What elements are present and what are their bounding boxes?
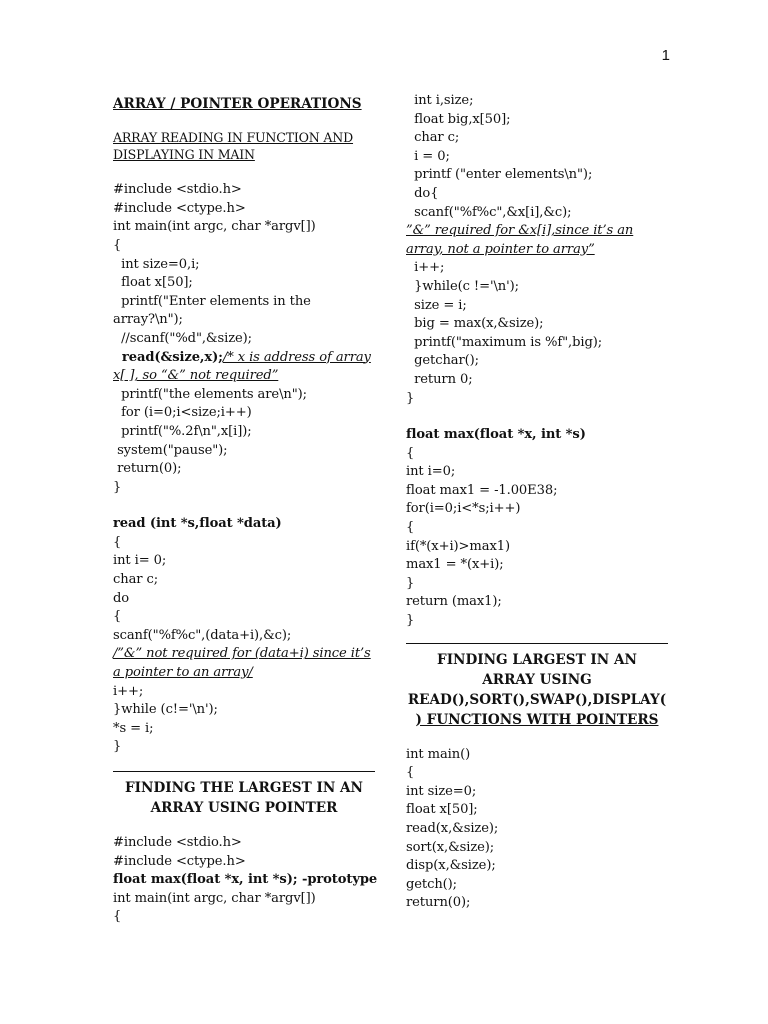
code-line: { <box>113 609 122 625</box>
code-line: } <box>113 479 122 495</box>
code-line: { <box>406 520 415 536</box>
code-line: int i,size; <box>406 93 474 108</box>
code-line: big = max(x,&size); <box>406 316 544 332</box>
code-line: { <box>113 534 122 550</box>
code-line: float max1 = -1.00E38; <box>406 482 558 498</box>
main-code-continued <box>406 92 668 408</box>
code-line: return (max1); <box>406 594 502 610</box>
section-divider <box>406 643 668 730</box>
section-divider <box>113 771 375 818</box>
section3-code <box>406 746 668 913</box>
code-line: int size=0,i; <box>113 256 200 272</box>
code-line: char c; <box>406 130 460 146</box>
code-line: i = 0; <box>406 148 450 164</box>
section-subtitle-line-2: DISPLAYING IN MAIN <box>113 146 255 162</box>
section-title: FINDING THE LARGEST IN AN <box>125 780 363 796</box>
code-line: printf("the elements are\n"); <box>113 386 307 402</box>
code-line: #include <stdio.h> <box>113 182 242 198</box>
code-line: int i=0; <box>406 464 456 480</box>
code-line: read(x,&size); <box>406 821 499 836</box>
code-line: size = i; <box>406 297 467 313</box>
main-code-block <box>113 181 375 497</box>
section-title: ARRAY USING <box>482 671 592 688</box>
code-line: i++; <box>113 683 144 699</box>
code-line: printf ("enter elements\n"); <box>406 167 593 183</box>
code-line: return(0); <box>406 895 471 911</box>
section2-code <box>113 834 378 927</box>
code-line: //scanf("%d",&size); <box>113 330 252 346</box>
code-line: printf("Enter elements in the <box>113 293 311 309</box>
code-comment: array, not a pointer to array” <box>406 241 595 257</box>
code-line: }while (c!='\n'); <box>113 702 218 718</box>
code-line: #include <ctype.h> <box>113 853 246 869</box>
code-line: getchar(); <box>406 353 479 369</box>
code-line: int main() <box>406 746 471 762</box>
code-line: for(i=0;i<*s;i++) <box>406 501 521 517</box>
code-line: scanf("%f%c",&x[i],&c); <box>406 204 572 220</box>
code-line: char c; <box>113 572 159 588</box>
code-line: int i= 0; <box>113 553 167 569</box>
code-line: }while(c !='\n'); <box>406 278 519 294</box>
code-line: getch(); <box>406 876 457 892</box>
code-line: do{ <box>406 185 439 201</box>
code-line: { <box>113 237 122 253</box>
code-line: i++; <box>406 260 445 276</box>
section-title: ARRAY USING POINTER <box>150 800 338 816</box>
code-comment: /* x is address of array <box>222 349 371 365</box>
code-line: #include <stdio.h> <box>113 835 242 850</box>
code-line: #include <ctype.h> <box>113 200 246 216</box>
code-line: int size=0; <box>406 783 477 799</box>
max-function-code <box>406 445 668 631</box>
code-line: int main(int argc, char *argv[]) <box>113 219 316 235</box>
code-line: } <box>113 739 122 755</box>
code-line: { <box>406 765 415 781</box>
code-line: float x[50]; <box>406 802 478 818</box>
code-line: do <box>113 590 130 606</box>
code-line: *s = i; <box>113 720 154 736</box>
code-line: max1 = *(x+i); <box>406 557 504 573</box>
page-title: ARRAY / POINTER OPERATIONS <box>113 96 362 112</box>
code-line: } <box>406 613 415 629</box>
code-line: } <box>406 575 415 591</box>
code-line: return 0; <box>406 371 473 387</box>
section-title: ) FUNCTIONS WITH POINTERS <box>415 711 659 728</box>
code-line: float big,x[50]; <box>406 111 511 127</box>
section-title: READ(),SORT(),SWAP(),DISPLAY( <box>407 691 667 708</box>
code-line: return(0); <box>113 461 182 477</box>
code-line: int main(int argc, char *argv[]) <box>113 890 316 906</box>
prototype-line: float max(float *x, int *s); -prototype <box>113 872 378 888</box>
code-line: disp(x,&size); <box>406 858 496 874</box>
section-title: FINDING LARGEST IN AN <box>437 651 637 668</box>
right-column <box>406 92 668 913</box>
read-call-line <box>113 349 375 368</box>
read-call: read(&size,x); <box>113 349 223 365</box>
code-comment: ”&” required for &x[i],since it’s an <box>406 223 634 239</box>
read-function-code <box>113 534 375 757</box>
page-number: 1 <box>661 47 670 64</box>
function-signature: read (int *s,float *data) <box>113 516 282 532</box>
code-line: system("pause"); <box>113 442 228 458</box>
code-line: printf("maximum is %f",big); <box>406 334 603 350</box>
code-comment: /”&” not required for (data+i) since it’s <box>113 646 371 662</box>
code-line: sort(x,&size); <box>406 839 495 855</box>
function-signature: float max(float *x, int *s) <box>406 427 586 443</box>
code-line: float x[50]; <box>113 275 193 291</box>
code-line: printf("%.2f\n",x[i]); <box>113 423 252 439</box>
code-line: } <box>406 390 415 406</box>
code-line: { <box>406 445 415 461</box>
code-line: for (i=0;i<size;i++) <box>113 405 252 421</box>
code-comment: x[ ], so “&” not required” <box>113 368 279 384</box>
left-column <box>113 92 378 927</box>
code-comment: a pointer to an array/ <box>113 665 253 681</box>
code-line: array?\n"); <box>113 312 183 328</box>
code-line: { <box>113 909 122 925</box>
code-line: scanf("%f%c",(data+i),&c); <box>113 627 292 643</box>
section-subtitle-line-1: ARRAY READING IN FUNCTION AND <box>113 130 354 145</box>
code-line: if(*(x+i)>max1) <box>406 538 510 554</box>
